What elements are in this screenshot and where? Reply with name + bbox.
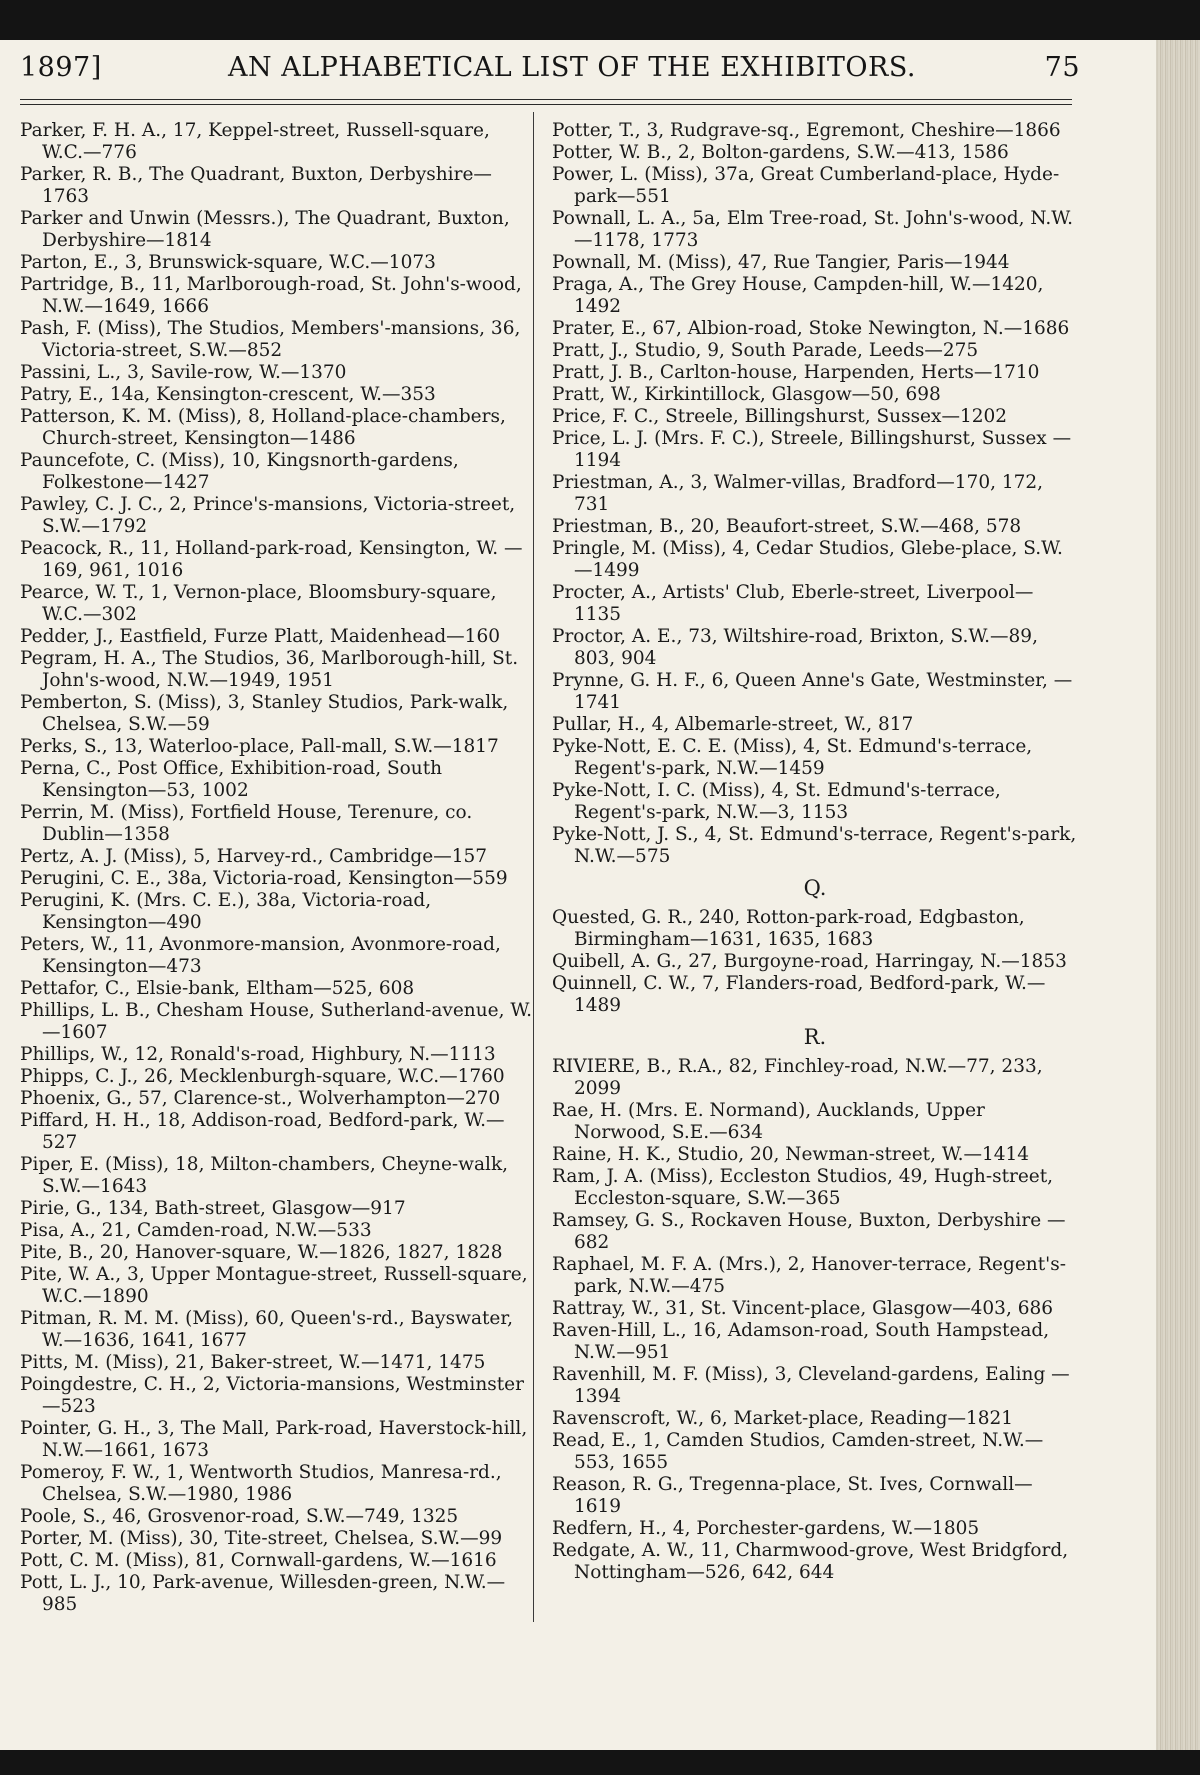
exhibitor-entry: Perugini, C. E., 38a, Victoria-road, Kensington—559 — [20, 868, 508, 889]
exhibitor-entry: Pisa, A., 21, Camden-road, N.W.—533 — [20, 1220, 372, 1241]
exhibitor-entry: Peacock, R., 11, Holland-park-road, Kensington, W. —169, 961, 1016 — [20, 538, 523, 581]
page-header — [20, 52, 1080, 92]
exhibitor-entry: Read, E., 1, Camden Studios, Camden-street, N.W.—553, 1655 — [552, 1430, 1044, 1473]
header-title: AN ALPHABETICAL LIST OF THE EXHIBITORS. — [228, 52, 916, 83]
exhibitor-entry: Phillips, L. B., Chesham House, Sutherland-avenue, W.—1607 — [20, 1000, 532, 1043]
exhibitor-entry: Pemberton, S. (Miss), 3, Stanley Studios, Park-walk, Chelsea, S.W.—59 — [20, 692, 509, 735]
header-rule — [20, 99, 1072, 100]
exhibitor-entry: Parker and Unwin (Messrs.), The Quadrant, Buxton, Derbyshire—1814 — [20, 208, 510, 251]
exhibitor-entry: Price, F. C., Streele, Billingshurst, Sussex—1202 — [552, 406, 1008, 427]
exhibitor-entry: Prynne, G. H. F., 6, Queen Anne's Gate, Westminster, —1741 — [552, 670, 1073, 713]
exhibitor-entry: Pratt, W., Kirkintillock, Glasgow—50, 698 — [552, 384, 941, 405]
exhibitor-entry: Pomeroy, F. W., 1, Wentworth Studios, Manresa-rd., Chelsea, S.W.—1980, 1986 — [20, 1462, 502, 1505]
exhibitor-entry: Partridge, B., 11, Marlborough-road, St. John's-wood, N.W.—1649, 1666 — [20, 274, 522, 317]
exhibitor-entry: Reason, R. G., Tregenna-place, St. Ives, Cornwall—1619 — [552, 1474, 1033, 1517]
exhibitor-entry: Phipps, C. J., 26, Mecklenburgh-square, W.C.—1760 — [20, 1066, 505, 1087]
section-heading-q: Q. — [803, 876, 827, 900]
exhibitor-entry: Perna, C., Post Office, Exhibition-road, South Kensington—53, 1002 — [20, 758, 443, 801]
exhibitor-entry: Pertz, A. J. (Miss), 5, Harvey-rd., Cambridge—157 — [20, 846, 487, 867]
q-entries — [552, 907, 1078, 1017]
exhibitor-entry: Rattray, W., 31, St. Vincent-place, Glasgow—403, 686 — [552, 1298, 1054, 1319]
exhibitor-entry: Prater, E., 67, Albion-road, Stoke Newington, N.—1686 — [552, 318, 1070, 339]
section-heading-r: R. — [803, 1025, 827, 1049]
exhibitor-entry: Pirie, G., 134, Bath-street, Glasgow—917 — [20, 1198, 406, 1219]
page-number: 75 — [1044, 52, 1080, 83]
exhibitor-entry: Pitts, M. (Miss), 21, Baker-street, W.—1471, 1475 — [20, 1352, 486, 1373]
exhibitor-entry: Pegram, H. A., The Studios, 36, Marlborough-hill, St. John's-wood, N.W.—1949, 1951 — [20, 648, 519, 691]
exhibitor-entry: Price, L. J. (Mrs. F. C.), Streele, Billingshurst, Sussex —1194 — [552, 428, 1072, 471]
header-year: 1897] — [20, 52, 102, 83]
exhibitor-entry: Pettafor, C., Elsie-bank, Eltham—525, 608 — [20, 978, 415, 999]
exhibitor-entry: Raine, H. K., Studio, 20, Newman-street, W.—1414 — [552, 1144, 1030, 1165]
header-rule-thin — [20, 104, 1072, 105]
exhibitor-entry: Priestman, B., 20, Beaufort-street, S.W.—468, 578 — [552, 516, 1022, 537]
exhibitor-entry: Pitman, R. M. M. (Miss), 60, Queen's-rd., Bayswater, W.—1636, 1641, 1677 — [20, 1308, 514, 1351]
exhibitor-entry: Pratt, J. B., Carlton-house, Harpenden, Herts—1710 — [552, 362, 1040, 383]
exhibitor-entry: Ram, J. A. (Miss), Eccleston Studios, 49, Hugh-street, Eccleston-square, S.W.—365 — [552, 1166, 1054, 1209]
exhibitor-entry: Ramsey, G. S., Rockaven House, Buxton, Derbyshire —682 — [552, 1210, 1066, 1253]
exhibitor-entry: Pownall, L. A., 5a, Elm Tree-road, St. John's-wood, N.W.—1178, 1773 — [552, 208, 1073, 251]
exhibitor-entry: Poole, S., 46, Grosvenor-road, S.W.—749, 1325 — [20, 1506, 459, 1527]
exhibitor-entry: Perrin, M. (Miss), Fortfield House, Terenure, co. Dublin—1358 — [20, 802, 473, 845]
exhibitor-entry: Pawley, C. J. C., 2, Prince's-mansions, Victoria-street, S.W.—1792 — [20, 494, 516, 537]
exhibitor-entry: Praga, A., The Grey House, Campden-hill, W.—1420, 1492 — [552, 274, 1044, 317]
exhibitor-entry: RIVIERE, B., R.A., 82, Finchley-road, N.W.—77, 233, 2099 — [552, 1056, 1043, 1099]
p-entries-continued — [552, 120, 1078, 868]
exhibitor-entry: Pratt, J., Studio, 9, South Parade, Leeds—275 — [552, 340, 979, 361]
exhibitor-entry: Pash, F. (Miss), The Studios, Members'-mansions, 36, Victoria-street, S.W.—852 — [20, 318, 521, 361]
exhibitor-entry: Ravenhill, M. F. (Miss), 3, Cleveland-gardens, Ealing —1394 — [552, 1364, 1070, 1407]
exhibitor-entry: Potter, W. B., 2, Bolton-gardens, S.W.—413, 1586 — [552, 142, 1009, 163]
exhibitor-entry: Pauncefote, C. (Miss), 10, Kingsnorth-gardens, Folkestone—1427 — [20, 450, 459, 493]
left-column — [20, 120, 532, 1616]
exhibitor-entry: Pointer, G. H., 3, The Mall, Park-road, Haverstock-hill, N.W.—1661, 1673 — [20, 1418, 528, 1461]
exhibitor-entry: Pedder, J., Eastfield, Furze Platt, Maidenhead—160 — [20, 626, 500, 647]
exhibitor-entry: Pyke-Nott, J. S., 4, St. Edmund's-terrace, Regent's-park, N.W.—575 — [552, 824, 1077, 867]
exhibitor-entry: Procter, A., Artists' Club, Eberle-street, Liverpool—1135 — [552, 582, 1034, 625]
exhibitor-entry: Pownall, M. (Miss), 47, Rue Tangier, Paris—1944 — [552, 252, 1010, 273]
right-column — [552, 120, 1078, 1584]
exhibitor-entry: Quested, G. R., 240, Rotton-park-road, Edgbaston, Birmingham—1631, 1635, 1683 — [552, 907, 1025, 950]
exhibitor-entry: Patry, E., 14a, Kensington-crescent, W.—353 — [20, 384, 436, 405]
exhibitor-entry: Pyke-Nott, E. C. E. (Miss), 4, St. Edmund's-terrace, Regent's-park, N.W.—1459 — [552, 736, 1033, 779]
exhibitor-entry: Proctor, A. E., 73, Wiltshire-road, Brixton, S.W.—89, 803, 904 — [552, 626, 1038, 669]
exhibitor-entry: Quibell, A. G., 27, Burgoyne-road, Harringay, N.—1853 — [552, 951, 1067, 972]
exhibitor-entry: Rae, H. (Mrs. E. Normand), Aucklands, Upper Norwood, S.E.—634 — [552, 1100, 985, 1143]
exhibitor-entry: Redgate, A. W., 11, Charmwood-grove, West Bridgford, Nottingham—526, 642, 644 — [552, 1540, 1069, 1583]
exhibitor-entry: Redfern, H., 4, Porchester-gardens, W.—1805 — [552, 1518, 980, 1539]
exhibitor-entry: Patterson, K. M. (Miss), 8, Holland-place-chambers, Church-street, Kensington—1486 — [20, 406, 506, 449]
exhibitor-entry: Pott, L. J., 10, Park-avenue, Willesden-green, N.W.—985 — [20, 1572, 506, 1615]
exhibitor-entry: Piffard, H. H., 18, Addison-road, Bedford-park, W.—527 — [20, 1110, 505, 1153]
exhibitor-entry: Pyke-Nott, I. C. (Miss), 4, St. Edmund's-terrace, Regent's-park, N.W.—3, 1153 — [552, 780, 1001, 823]
exhibitor-entry: Quinnell, C. W., 7, Flanders-road, Bedford-park, W.—1489 — [552, 973, 1046, 1016]
exhibitor-entry: Parker, R. B., The Quadrant, Buxton, Derbyshire—1763 — [20, 164, 492, 207]
exhibitor-entry: Pullar, H., 4, Albemarle-street, W., 817 — [552, 714, 914, 735]
exhibitor-entry: Pringle, M. (Miss), 4, Cedar Studios, Glebe-place, S.W.—1499 — [552, 538, 1063, 581]
exhibitor-entry: Power, L. (Miss), 37a, Great Cumberland-place, Hyde-park—551 — [552, 164, 1060, 207]
exhibitor-entry: Parton, E., 3, Brunswick-square, W.C.—1073 — [20, 252, 436, 273]
exhibitor-entry: Poingdestre, C. H., 2, Victoria-mansions, Westminster—523 — [20, 1374, 524, 1417]
exhibitor-entry: Pite, B., 20, Hanover-square, W.—1826, 1827, 1828 — [20, 1242, 503, 1263]
exhibitor-entry: Passini, L., 3, Savile-row, W.—1370 — [20, 362, 347, 383]
exhibitor-entry: Phoenix, G., 57, Clarence-st., Wolverhampton—270 — [20, 1088, 501, 1109]
exhibitor-entry: Raphael, M. F. A. (Mrs.), 2, Hanover-terrace, Regent's-park, N.W.—475 — [552, 1254, 1066, 1297]
exhibitor-entry: Phillips, W., 12, Ronald's-road, Highbury, N.—1113 — [20, 1044, 496, 1065]
exhibitor-entry: Perugini, K. (Mrs. C. E.), 38a, Victoria-road, Kensington—490 — [20, 890, 432, 933]
exhibitor-entry: Perks, S., 13, Waterloo-place, Pall-mall, S.W.—1817 — [20, 736, 499, 757]
page-edge — [1156, 40, 1200, 1750]
exhibitor-entry: Ravenscroft, W., 6, Market-place, Reading—1821 — [552, 1408, 1014, 1429]
exhibitor-entry: Porter, M. (Miss), 30, Tite-street, Chelsea, S.W.—99 — [20, 1528, 503, 1549]
exhibitor-entry: Pite, W. A., 3, Upper Montague-street, Russell-square, W.C.—1890 — [20, 1264, 528, 1307]
exhibitor-entry: Pearce, W. T., 1, Vernon-place, Bloomsbury-square, W.C.—302 — [20, 582, 497, 625]
exhibitor-entry: Peters, W., 11, Avonmore-mansion, Avonmore-road, Kensington—473 — [20, 934, 501, 977]
r-entries — [552, 1056, 1078, 1584]
exhibitor-entry: Raven-Hill, L., 16, Adamson-road, South Hampstead, N.W.—951 — [552, 1320, 1050, 1363]
exhibitor-entry: Pott, C. M. (Miss), 81, Cornwall-gardens, W.—1616 — [20, 1550, 497, 1571]
exhibitor-entry: Parker, F. H. A., 17, Keppel-street, Russell-square, W.C.—776 — [20, 120, 490, 163]
exhibitor-entry: Piper, E. (Miss), 18, Milton-chambers, Cheyne-walk, S.W.—1643 — [20, 1154, 509, 1197]
exhibitor-entry: Potter, T., 3, Rudgrave-sq., Egremont, Cheshire—1866 — [552, 120, 1061, 141]
column-divider — [533, 112, 534, 1622]
exhibitor-entry: Priestman, A., 3, Walmer-villas, Bradford—170, 172, 731 — [552, 472, 1044, 515]
